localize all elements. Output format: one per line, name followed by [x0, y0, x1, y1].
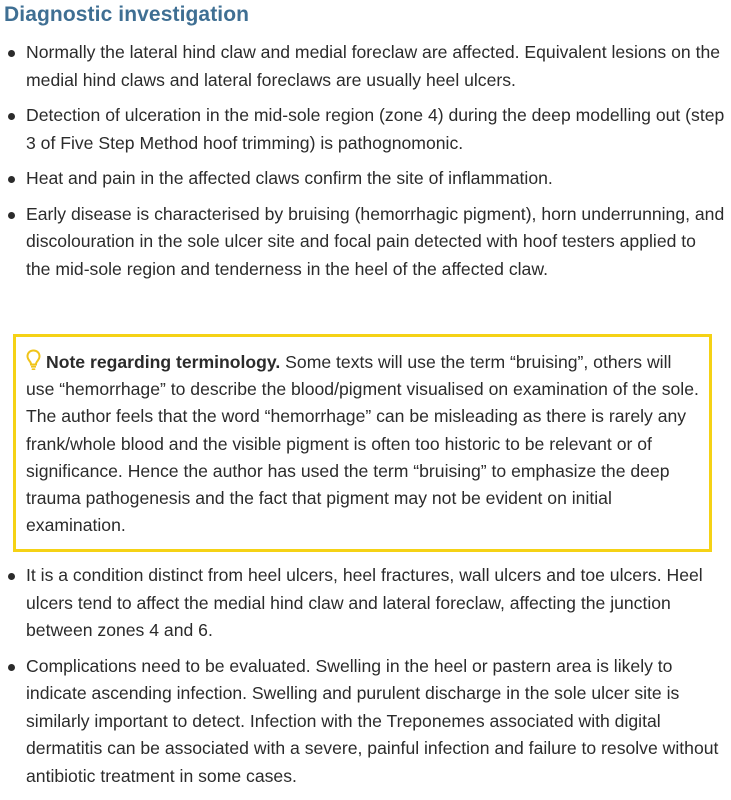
list-item	[0, 562, 731, 645]
lightbulb-icon	[26, 349, 41, 371]
note-title: Note regarding terminology.	[46, 352, 281, 372]
bullet-list-bottom	[0, 562, 731, 798]
bullet-list-top	[0, 39, 731, 291]
list-item	[0, 201, 731, 284]
list-item-text: Heat and pain in the affected claws confirm the site of inflammation.	[26, 168, 553, 188]
list-item-text: Detection of ulceration in the mid-sole region (zone 4) during the deep modelling out (step 3 of Five Step Method hoof trimming) is pathognomonic.	[26, 105, 725, 153]
bullet-dot	[8, 113, 15, 120]
bullet-dot	[8, 573, 15, 580]
list-item-text: It is a condition distinct from heel ulcers, heel fractures, wall ulcers and toe ulcers. Heel ulcers tend to affect the medial hind claw and lateral foreclaw, affecting the junction between zones 4 and 6.	[26, 565, 703, 640]
bullet-dot	[8, 50, 15, 57]
bullet-dot	[8, 176, 15, 183]
list-item	[0, 165, 731, 193]
list-item	[0, 102, 731, 157]
bullet-dot	[8, 212, 15, 219]
list-item	[0, 653, 731, 791]
terminology-note-box	[13, 334, 712, 552]
list-item-text: Complications need to be evaluated. Swelling in the heel or pastern area is likely to indicate ascending infection. Swelling and purulent discharge in the sole ulcer site is similarly important to detect. Infection with the Treponemes associated with digital dermatitis can be associated with a severe, painful infection and failure to resolve without antibiotic treatment in some cases.	[26, 655, 719, 786]
note-text	[26, 349, 701, 539]
list-item-text: Early disease is characterised by bruising (hemorrhagic pigment), horn underrunning, and discolouration in the sole ulcer site and focal pain detected with hoof testers applied to the mid-sole region and tenderness in the heel of the affected claw.	[26, 203, 725, 279]
bullet-dot	[8, 664, 15, 671]
note-body: Some texts will use the term “bruising”, others will use “hemorrhage” to describe the blood/pigment visualised on examination of the sole. The author feels that the word “hemorrhage” can be misleading as there is rarely any frank/whole blood and the visible pigment is often too historic to be relevant or of significance. Hence the author has used the term “bruising” to emphasize the deep trauma pathogenesis and the fact that pigment may not be evident on initial examination.	[26, 352, 699, 536]
section-heading: Diagnostic investigation	[4, 3, 250, 26]
list-item	[0, 39, 731, 94]
list-item-text: Normally the lateral hind claw and medial foreclaw are affected. Equivalent lesions on the medial hind claws and lateral foreclaws are usually heel ulcers.	[26, 42, 721, 90]
